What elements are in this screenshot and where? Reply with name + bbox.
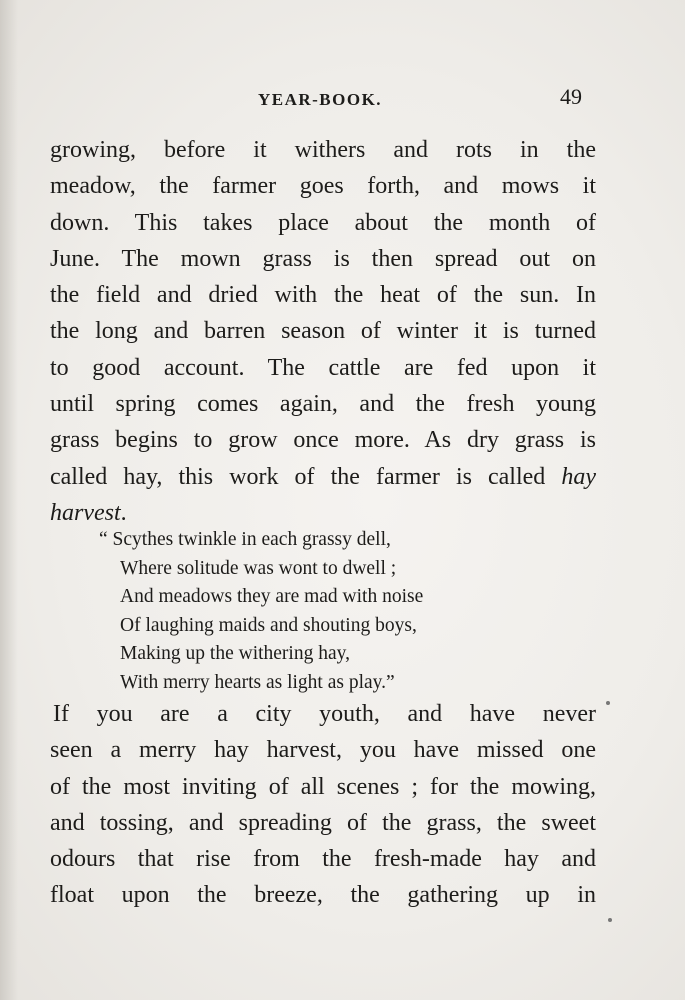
paper-speck [606,701,610,705]
text-line: June. The mown grass is then spread out on [50,245,596,272]
text-line-with-italic [50,459,596,495]
punctuation: . [120,499,127,526]
text-line: until spring comes again, and the fresh young [50,391,596,418]
page-header [0,84,685,114]
poem-line: Of laughing maids and shouting boys, [120,614,417,636]
gutter-shadow [0,0,18,1000]
paper-speck [608,918,612,922]
text-line: down. This takes place about the month of [50,209,596,236]
running-head: YEAR-BOOK. [257,90,383,109]
poem-line: Making up the withering hay, [120,643,350,664]
text-line: float upon the breeze, the gathering up in [50,882,596,909]
text-line: growing, before it withers and rots in the [50,137,596,163]
text-line: the long and barren season of winter it is turned [50,318,596,345]
poem-quotation [99,526,524,697]
text-span: called hay, this work of the farmer is called [50,463,546,490]
paragraph-2 [50,696,596,914]
text-line: meadow, the farmer goes forth, and mows it [50,173,596,200]
page-number: 49 [560,84,582,109]
poem-line: And meadows they are mad with noise [120,586,424,607]
italic-term: harvest [50,499,121,526]
poem-line: Where solitude was wont to dwell ; [120,557,397,579]
poem-line: “ Scythes twinkle in each grassy dell, [99,529,391,550]
text-line: odours that rise from the fresh-made hay and [50,846,596,873]
italic-term: hay [561,463,596,490]
text-line: and tossing, and spreading of the grass, the sweet [50,809,596,836]
text-line: to good account. The cattle are fed upon it [50,354,596,381]
text-line: grass begins to grow once more. As dry grass is [50,427,596,454]
paragraph-1 [50,132,596,531]
poem-line: With merry hearts as light as play.” [120,671,395,693]
text-line: If you are a city youth, and have never [53,701,596,727]
text-line: of the most inviting of all scenes ; for the mowing, [50,773,596,800]
text-line: seen a merry hay harvest, you have missed one [50,737,596,764]
text-line: the field and dried with the heat of the sun. In [50,282,596,309]
